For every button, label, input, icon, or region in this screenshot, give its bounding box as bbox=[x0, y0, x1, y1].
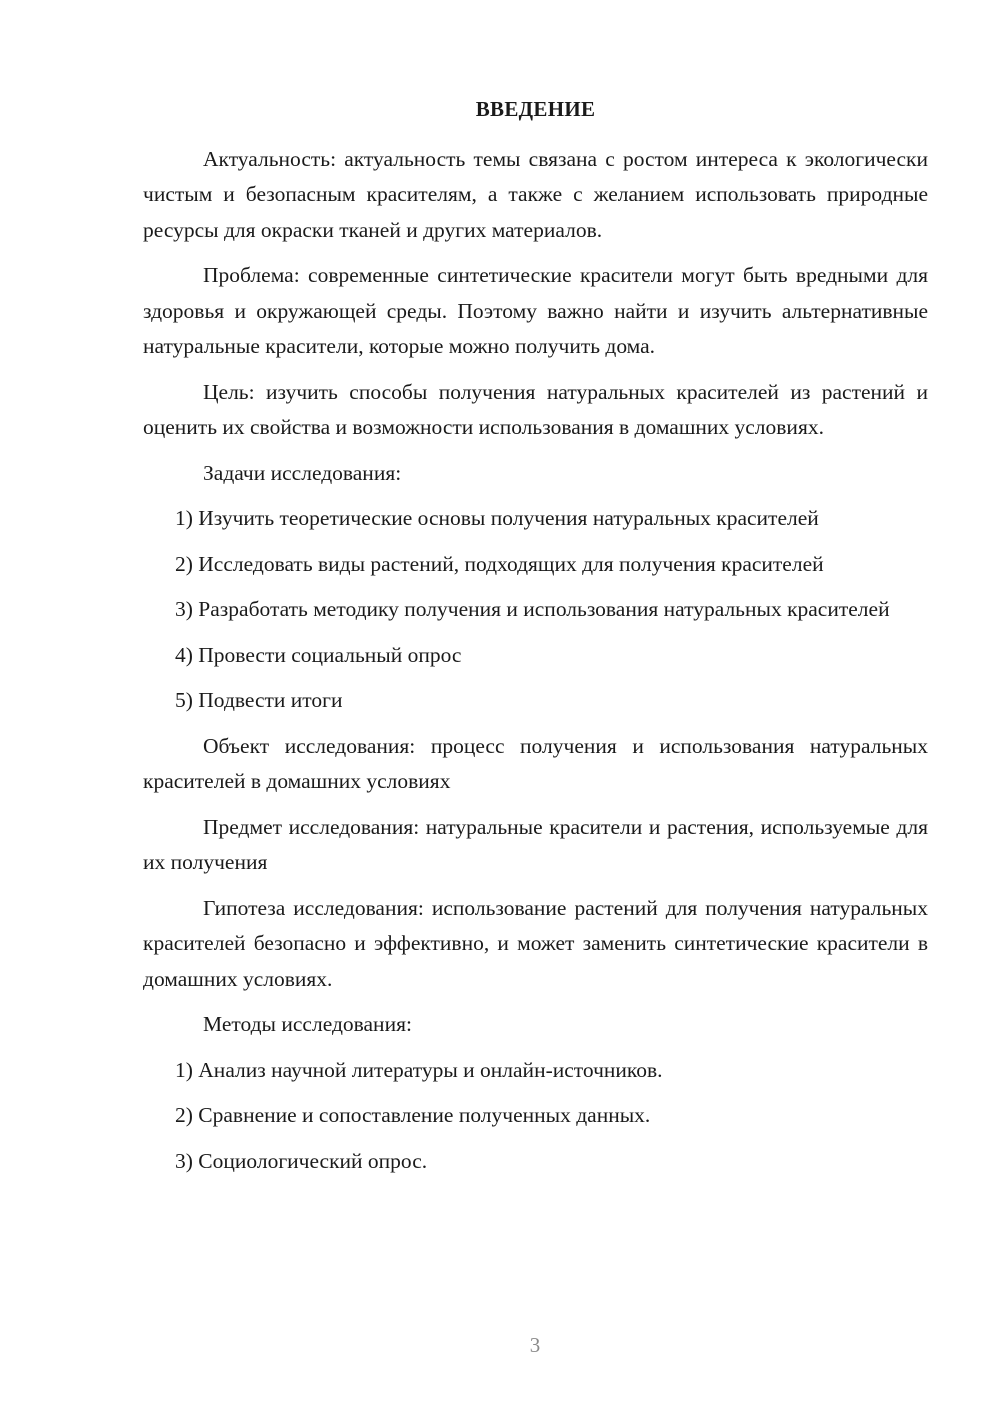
page-content bbox=[143, 92, 928, 1189]
paragraph-goal: Цель: изучить способы получения натуральных красителей из растений и оценить их свойства и возможности использования в домашних условиях. bbox=[143, 379, 928, 439]
paragraph-relevance: Актуальность: актуальность темы связана с ростом интереса к экологически чистым и безопасным красителям, а также с желанием использовать природные ресурсы для окраски тканей и других материалов. bbox=[143, 146, 928, 242]
method-item: 1) Анализ научной литературы и онлайн-источников. bbox=[175, 1057, 663, 1082]
method-item: 2) Сравнение и сопоставление полученных данных. bbox=[175, 1103, 651, 1127]
paragraph-hypothesis: Гипотеза исследования: использование растений для получения натуральных красителей безопасно и эффективно, и может заменить синтетические красители в домашних условиях. bbox=[143, 895, 928, 991]
method-item: 3) Социологический опрос. bbox=[175, 1148, 428, 1173]
task-item: 1) Изучить теоретические основы получения натуральных красителей bbox=[175, 506, 819, 530]
methods-heading: Методы исследования: bbox=[203, 1012, 412, 1036]
section-title: ВВЕДЕНИЕ bbox=[475, 97, 596, 121]
paragraph-object: Объект исследования: процесс получения и использования натуральных красителей в домашних условиях bbox=[143, 733, 928, 793]
task-item: 3) Разработать методику получения и использования натуральных красителей bbox=[175, 597, 890, 621]
task-item: 5) Подвести итоги bbox=[175, 688, 343, 712]
task-item: 2) Исследовать виды растений, подходящих для получения красителей bbox=[175, 551, 824, 576]
paragraph-problem: Проблема: современные синтетические красители могут быть вредными для здоровья и окружающей среды. Поэтому важно найти и изучить альтернативные натуральные красители, которые можно получить дома. bbox=[143, 263, 928, 358]
tasks-heading: Задачи исследования: bbox=[203, 460, 402, 485]
paragraph-subject: Предмет исследования: натуральные красители и растения, используемые для их получения bbox=[143, 814, 928, 874]
page-number: 3 bbox=[529, 1333, 541, 1357]
task-item: 4) Провести социальный опрос bbox=[175, 642, 462, 667]
